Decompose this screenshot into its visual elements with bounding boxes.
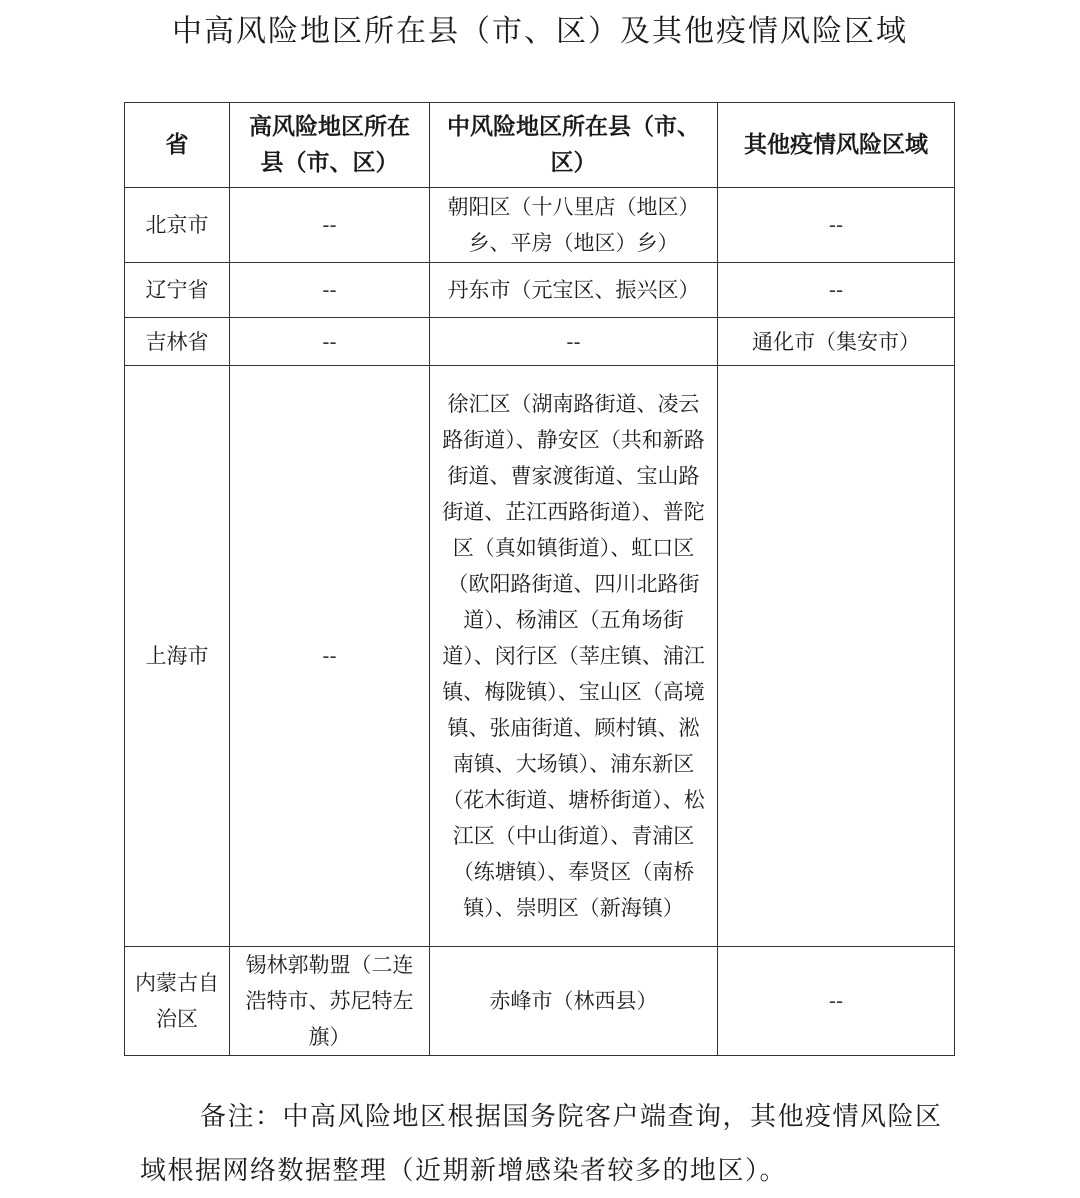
cell-high-risk: -- [230,263,430,318]
cell-province: 辽宁省 [125,263,230,318]
table-row [125,947,955,1056]
cell-medium-risk: 朝阳区（十八里店（地区）乡、平房（地区）乡） [430,188,718,263]
table-header-row [125,103,955,188]
cell-province: 吉林省 [125,318,230,366]
cell-other-risk: -- [718,947,955,1056]
cell-province: 内蒙古自治区 [125,947,230,1056]
cell-medium-risk: 赤峰市（林西县） [430,947,718,1056]
cell-medium-risk: -- [430,318,718,366]
page-title: 中高风险地区所在县（市、区）及其他疫情风险区域 [172,14,908,49]
cell-high-risk: 锡林郭勒盟（二连浩特市、苏尼特左旗） [230,947,430,1056]
cell-other-risk: -- [718,188,955,263]
cell-other-risk [718,366,955,947]
header-other-risk: 其他疫情风险区域 [718,103,955,188]
cell-high-risk: -- [230,188,430,263]
cell-high-risk: -- [230,366,430,947]
footnote: 备注：中高风险地区根据国务院客户端查询，其他疫情风险区域根据网络数据整理（近期新增感染者较多的地区）。 [140,1102,943,1186]
table-row [125,188,955,263]
cell-medium-risk: 丹东市（元宝区、振兴区） [430,263,718,318]
cell-medium-risk: 徐汇区（湖南路街道、凌云路街道）、静安区（共和新路街道、曹家渡街道、宝山路街道、芷江西路街道）、普陀区（真如镇街道）、虹口区（欧阳路街道、四川北路街道）、杨浦区（五角场街道）、闵行区（莘庄镇、浦江镇、梅陇镇）、宝山区（高境镇、张庙街道、顾村镇、淞南镇、大场镇）、浦东新区（花木街道、塘桥街道）、松江区（中山街道）、青浦区（练塘镇）、奉贤区（南桥镇）、崇明区（新海镇） [430,366,718,947]
cell-other-risk: -- [718,263,955,318]
header-high-risk: 高风险地区所在县（市、区） [230,103,430,188]
cell-high-risk: -- [230,318,430,366]
table-row [125,263,955,318]
table-row [125,366,955,947]
header-province: 省 [125,103,230,188]
risk-areas-table [124,102,955,1056]
cell-province: 上海市 [125,366,230,947]
header-medium-risk: 中风险地区所在县（市、区） [430,103,718,188]
cell-province: 北京市 [125,188,230,263]
cell-other-risk: 通化市（集安市） [718,318,955,366]
table-row [125,318,955,366]
